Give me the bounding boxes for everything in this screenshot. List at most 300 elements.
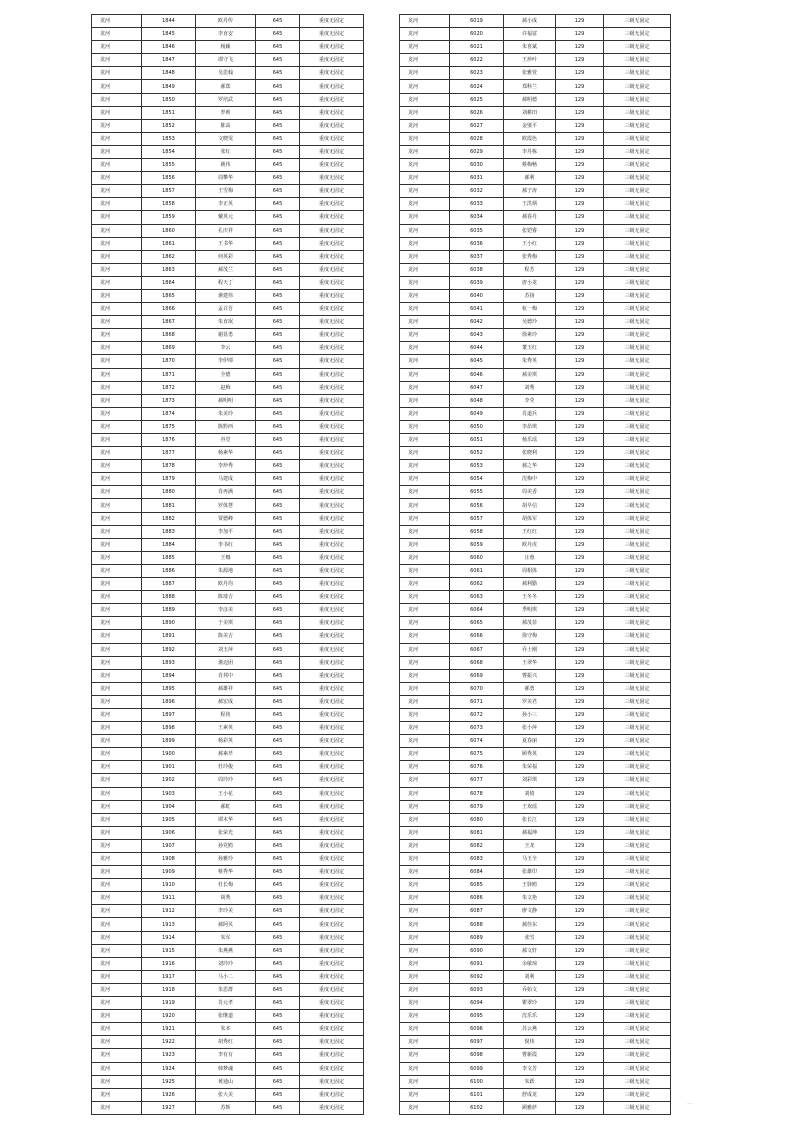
person-name-cell: 郑科兰 — [504, 80, 556, 93]
funds-amount-cell: 645 — [256, 342, 300, 355]
record-number-cell: 1864 — [142, 276, 196, 289]
town-cell: 龙河 — [92, 198, 142, 211]
town-cell: 龙河 — [400, 761, 450, 774]
table-row — [92, 145, 364, 158]
person-name-cell: 郝茂菲 — [504, 617, 556, 630]
town-cell: 龙河 — [92, 643, 142, 656]
disability-level-cell: 三级无固定 — [604, 329, 671, 342]
person-name-cell: 朱源地 — [196, 564, 256, 577]
record-number-cell: 1919 — [142, 997, 196, 1010]
town-cell: 龙河 — [92, 1036, 142, 1049]
funds-amount-cell: 129 — [556, 538, 604, 551]
town-cell: 龙河 — [400, 630, 450, 643]
person-name-cell: 董玉红 — [504, 342, 556, 355]
record-number-cell: 1857 — [142, 185, 196, 198]
person-name-cell: 杜长梅 — [196, 879, 256, 892]
person-name-cell: 顾雅萨 — [504, 1101, 556, 1114]
disability-level-cell: 三级无固定 — [604, 159, 671, 172]
record-number-cell: 6061 — [450, 564, 504, 577]
table-row — [400, 774, 671, 787]
town-cell: 龙河 — [92, 329, 142, 342]
record-number-cell: 6051 — [450, 434, 504, 447]
record-number-cell: 6028 — [450, 132, 504, 145]
table-row — [400, 15, 671, 28]
person-name-cell: 王小红 — [504, 237, 556, 250]
disability-level-cell: 三级无固定 — [604, 617, 671, 630]
record-number-cell: 6068 — [450, 656, 504, 669]
disability-level-cell: 三级无固定 — [604, 1036, 671, 1049]
disability-level-cell: 重度无固定 — [300, 695, 364, 708]
record-number-cell: 1900 — [142, 748, 196, 761]
town-cell: 龙河 — [400, 355, 450, 368]
town-cell: 龙河 — [92, 813, 142, 826]
disability-level-cell: 重度无固定 — [300, 826, 364, 839]
table-row — [400, 119, 671, 132]
table-row — [92, 93, 364, 106]
funds-amount-cell: 129 — [556, 983, 604, 996]
disability-level-cell: 三级无固定 — [604, 735, 671, 748]
town-cell: 龙河 — [92, 682, 142, 695]
person-name-cell: 陈琦吉 — [196, 591, 256, 604]
person-name-cell: 张红 — [196, 145, 256, 158]
disability-level-cell: 重度无固定 — [300, 198, 364, 211]
funds-amount-cell: 645 — [256, 787, 300, 800]
person-name-cell: 朱直珉 — [196, 316, 256, 329]
town-cell: 龙河 — [400, 145, 450, 158]
disability-level-cell: 三级无固定 — [604, 303, 671, 316]
person-name-cell: 李彦美 — [196, 604, 256, 617]
record-number-cell: 6025 — [450, 93, 504, 106]
record-number-cell: 6087 — [450, 905, 504, 918]
person-name-cell: 郝利勤 — [504, 578, 556, 591]
record-number-cell: 6038 — [450, 263, 504, 276]
table-row — [92, 617, 364, 630]
person-name-cell: 赵梅 — [196, 381, 256, 394]
table-row — [400, 512, 671, 525]
funds-amount-cell: 129 — [556, 813, 604, 826]
table-row — [92, 695, 364, 708]
table-row — [92, 931, 364, 944]
table-row — [400, 185, 671, 198]
person-name-cell: 孔庆祥 — [196, 224, 256, 237]
record-number-cell: 1854 — [142, 145, 196, 158]
town-cell: 龙河 — [92, 892, 142, 905]
person-name-cell: 张晓利 — [504, 447, 556, 460]
funds-amount-cell: 645 — [256, 434, 300, 447]
disability-level-cell: 三级无固定 — [604, 460, 671, 473]
disability-level-cell: 三级无固定 — [604, 263, 671, 276]
funds-amount-cell: 645 — [256, 578, 300, 591]
funds-amount-cell: 129 — [556, 420, 604, 433]
disability-level-cell: 三级无固定 — [604, 905, 671, 918]
table-row — [400, 54, 671, 67]
funds-amount-cell: 645 — [256, 800, 300, 813]
disability-level-cell: 重度无固定 — [300, 617, 364, 630]
table-row — [400, 525, 671, 538]
funds-amount-cell: 645 — [256, 879, 300, 892]
disability-level-cell: 三级无固定 — [604, 564, 671, 577]
table-row — [400, 853, 671, 866]
disability-level-cell: 重度无固定 — [300, 1075, 364, 1088]
table-row — [400, 839, 671, 852]
town-cell: 龙河 — [400, 1049, 450, 1062]
record-number-cell: 6085 — [450, 879, 504, 892]
table-row — [92, 892, 364, 905]
record-number-cell: 6098 — [450, 1049, 504, 1062]
person-name-cell: 王冬冬 — [504, 591, 556, 604]
disability-level-cell: 三级无固定 — [604, 1075, 671, 1088]
person-name-cell: 肖再满 — [196, 486, 256, 499]
table-row — [400, 145, 671, 158]
table-row — [92, 1036, 364, 1049]
disability-level-cell: 重度无固定 — [300, 172, 364, 185]
table-row — [92, 538, 364, 551]
person-name-cell: 王龙 — [504, 839, 556, 852]
table-row — [92, 1010, 364, 1023]
person-name-cell: 张雄印 — [504, 866, 556, 879]
table-row — [400, 1101, 671, 1114]
disability-level-cell: 三级无固定 — [604, 28, 671, 41]
disability-level-cell: 重度无固定 — [300, 237, 364, 250]
table-row — [92, 106, 364, 119]
town-cell: 龙河 — [92, 944, 142, 957]
town-cell: 龙河 — [400, 839, 450, 852]
funds-amount-cell: 645 — [256, 499, 300, 512]
person-name-cell: 周美香 — [504, 486, 556, 499]
funds-amount-cell: 645 — [256, 682, 300, 695]
funds-amount-cell: 645 — [256, 735, 300, 748]
record-number-cell: 1895 — [142, 682, 196, 695]
town-cell: 龙河 — [92, 839, 142, 852]
record-number-cell: 1891 — [142, 630, 196, 643]
town-cell: 龙河 — [400, 41, 450, 54]
record-number-cell: 6083 — [450, 853, 504, 866]
funds-amount-cell: 129 — [556, 67, 604, 80]
disability-level-cell: 重度无固定 — [300, 879, 364, 892]
person-name-cell: 肖元孝 — [196, 997, 256, 1010]
table-row — [92, 1101, 364, 1114]
table-row — [92, 276, 364, 289]
disability-level-cell: 三级无固定 — [604, 800, 671, 813]
person-name-cell: 肖邦中 — [196, 669, 256, 682]
funds-amount-cell: 645 — [256, 630, 300, 643]
record-number-cell: 1878 — [142, 460, 196, 473]
record-number-cell: 6069 — [450, 669, 504, 682]
funds-amount-cell: 645 — [256, 708, 300, 721]
disability-level-cell: 三级无固定 — [604, 591, 671, 604]
disability-level-cell: 三级无固定 — [604, 866, 671, 879]
disability-level-cell: 重度无固定 — [300, 983, 364, 996]
person-name-cell: 唐小龙 — [504, 276, 556, 289]
person-name-cell: 李文芳 — [504, 1062, 556, 1075]
town-cell: 龙河 — [92, 80, 142, 93]
town-cell: 龙河 — [400, 892, 450, 905]
person-name-cell: 乔始文 — [504, 983, 556, 996]
town-cell: 龙河 — [400, 1036, 450, 1049]
disability-level-cell: 重度无固定 — [300, 1023, 364, 1036]
disability-level-cell: 重度无固定 — [300, 447, 364, 460]
record-number-cell: 1865 — [142, 289, 196, 302]
person-name-cell: 孙小三 — [504, 708, 556, 721]
table-row — [92, 54, 364, 67]
table-row — [400, 957, 671, 970]
person-name-cell: 王欢瑶 — [504, 800, 556, 813]
record-number-cell: 6089 — [450, 931, 504, 944]
table-row — [400, 93, 671, 106]
disability-level-cell: 三级无固定 — [604, 695, 671, 708]
disability-level-cell: 三级无固定 — [604, 722, 671, 735]
disability-level-cell: 三级无固定 — [604, 669, 671, 682]
disability-level-cell: 三级无固定 — [604, 918, 671, 931]
record-number-cell: 1886 — [142, 564, 196, 577]
record-number-cell: 1904 — [142, 800, 196, 813]
record-number-cell: 1884 — [142, 538, 196, 551]
funds-amount-cell: 645 — [256, 289, 300, 302]
person-name-cell: 刘倚 — [504, 787, 556, 800]
funds-amount-cell: 129 — [556, 447, 604, 460]
town-cell: 龙河 — [400, 407, 450, 420]
disability-level-cell: 重度无固定 — [300, 394, 364, 407]
record-number-cell: 6063 — [450, 591, 504, 604]
record-number-cell: 6023 — [450, 67, 504, 80]
town-cell: 龙河 — [92, 1088, 142, 1101]
table-row — [400, 813, 671, 826]
town-cell: 龙河 — [92, 460, 142, 473]
table-row — [400, 67, 671, 80]
funds-amount-cell: 129 — [556, 1075, 604, 1088]
town-cell: 龙河 — [400, 970, 450, 983]
table-row — [92, 997, 364, 1010]
town-cell: 龙河 — [400, 159, 450, 172]
record-number-cell: 1879 — [142, 473, 196, 486]
table-row — [400, 931, 671, 944]
table-row — [400, 1010, 671, 1023]
town-cell: 龙河 — [92, 512, 142, 525]
disability-level-cell: 重度无固定 — [300, 15, 364, 28]
town-cell: 龙河 — [400, 289, 450, 302]
town-cell: 龙河 — [92, 774, 142, 787]
funds-amount-cell: 645 — [256, 237, 300, 250]
record-number-cell: 6041 — [450, 303, 504, 316]
disability-level-cell: 三级无固定 — [604, 997, 671, 1010]
person-name-cell: 黄通山 — [196, 1075, 256, 1088]
person-name-cell: 周相体 — [504, 564, 556, 577]
disability-level-cell: 三级无固定 — [604, 434, 671, 447]
record-number-cell: 6101 — [450, 1088, 504, 1101]
funds-amount-cell: 129 — [556, 224, 604, 237]
record-number-cell: 6033 — [450, 198, 504, 211]
disability-level-cell: 重度无固定 — [300, 1101, 364, 1114]
funds-amount-cell: 645 — [256, 394, 300, 407]
record-number-cell: 6060 — [450, 551, 504, 564]
table-row — [92, 381, 364, 394]
disability-level-cell: 三级无固定 — [604, 250, 671, 263]
funds-amount-cell: 129 — [556, 944, 604, 957]
person-name-cell: 李昂琪 — [504, 420, 556, 433]
person-name-cell: 刘秀 — [504, 381, 556, 394]
town-cell: 龙河 — [400, 944, 450, 957]
disability-level-cell: 三级无固定 — [604, 643, 671, 656]
town-cell: 龙河 — [92, 41, 142, 54]
record-number-cell: 1862 — [142, 250, 196, 263]
person-name-cell: 朱本 — [196, 1023, 256, 1036]
person-name-cell: 沈乐乐 — [504, 1010, 556, 1023]
town-cell: 龙河 — [92, 578, 142, 591]
record-number-cell: 6102 — [450, 1101, 504, 1114]
funds-amount-cell: 645 — [256, 1023, 300, 1036]
disability-level-cell: 重度无固定 — [300, 944, 364, 957]
person-name-cell: 马玉全 — [504, 853, 556, 866]
funds-amount-cell: 129 — [556, 774, 604, 787]
person-name-cell: 程天丁 — [196, 276, 256, 289]
record-number-cell: 1853 — [142, 132, 196, 145]
table-row — [400, 1062, 671, 1075]
town-cell: 龙河 — [400, 329, 450, 342]
funds-amount-cell: 129 — [556, 892, 604, 905]
funds-amount-cell: 645 — [256, 486, 300, 499]
funds-amount-cell: 645 — [256, 839, 300, 852]
town-cell: 龙河 — [400, 722, 450, 735]
person-name-cell: 刘彩琪 — [504, 774, 556, 787]
funds-amount-cell: 129 — [556, 866, 604, 879]
disability-level-cell: 重度无固定 — [300, 316, 364, 329]
town-cell: 龙河 — [400, 853, 450, 866]
funds-amount-cell: 129 — [556, 15, 604, 28]
table-row — [92, 224, 364, 237]
disability-level-cell: 重度无固定 — [300, 708, 364, 721]
table-row — [400, 316, 671, 329]
table-row — [400, 1023, 671, 1036]
disability-level-cell: 重度无固定 — [300, 54, 364, 67]
funds-amount-cell: 645 — [256, 447, 300, 460]
record-number-cell: 1863 — [142, 263, 196, 276]
town-cell: 龙河 — [92, 617, 142, 630]
town-cell: 龙河 — [92, 119, 142, 132]
record-number-cell: 1922 — [142, 1036, 196, 1049]
town-cell: 龙河 — [92, 355, 142, 368]
town-cell: 龙河 — [92, 394, 142, 407]
person-name-cell: 朱军 — [196, 931, 256, 944]
town-cell: 龙河 — [400, 394, 450, 407]
disability-level-cell: 三级无固定 — [604, 970, 671, 983]
person-name-cell: 欧霞色 — [504, 132, 556, 145]
record-number-cell: 6095 — [450, 1010, 504, 1023]
table-row — [400, 591, 671, 604]
funds-amount-cell: 645 — [256, 329, 300, 342]
record-number-cell: 1872 — [142, 381, 196, 394]
record-number-cell: 1852 — [142, 119, 196, 132]
funds-amount-cell: 129 — [556, 394, 604, 407]
disability-level-cell: 三级无固定 — [604, 132, 671, 145]
person-name-cell: 郝明明 — [196, 394, 256, 407]
funds-amount-cell: 645 — [256, 473, 300, 486]
person-name-cell: 张雪 — [504, 931, 556, 944]
table-row — [400, 735, 671, 748]
disability-level-cell: 三级无固定 — [604, 342, 671, 355]
disability-level-cell: 三级无固定 — [604, 578, 671, 591]
town-cell: 龙河 — [400, 486, 450, 499]
disability-level-cell: 重度无固定 — [300, 853, 364, 866]
town-cell: 龙河 — [92, 1049, 142, 1062]
person-name-cell: 孙党鸥 — [196, 839, 256, 852]
table-row — [400, 368, 671, 381]
record-number-cell: 6019 — [450, 15, 504, 28]
town-cell: 龙河 — [400, 368, 450, 381]
funds-amount-cell: 129 — [556, 957, 604, 970]
person-name-cell: 欧丹虎 — [504, 538, 556, 551]
table-row — [400, 761, 671, 774]
record-number-cell: 1887 — [142, 578, 196, 591]
person-name-cell: 罗培武 — [196, 93, 256, 106]
record-number-cell: 1858 — [142, 198, 196, 211]
funds-amount-cell: 129 — [556, 1036, 604, 1049]
funds-amount-cell: 645 — [256, 263, 300, 276]
disability-level-cell: 三级无固定 — [604, 1023, 671, 1036]
person-name-cell: 郝美琪 — [504, 368, 556, 381]
person-name-cell: 程芳 — [504, 263, 556, 276]
record-number-cell: 1899 — [142, 735, 196, 748]
funds-amount-cell: 645 — [256, 1062, 300, 1075]
disability-level-cell: 重度无固定 — [300, 866, 364, 879]
town-cell: 龙河 — [92, 853, 142, 866]
town-cell: 龙河 — [92, 800, 142, 813]
funds-amount-cell: 129 — [556, 1062, 604, 1075]
disability-level-cell: 重度无固定 — [300, 250, 364, 263]
table-row — [92, 316, 364, 329]
person-name-cell: 郝明德 — [504, 93, 556, 106]
disability-level-cell: 重度无固定 — [300, 630, 364, 643]
record-number-cell: 1924 — [142, 1062, 196, 1075]
disability-level-cell: 三级无固定 — [604, 1049, 671, 1062]
table-row — [92, 329, 364, 342]
disability-level-cell: 重度无固定 — [300, 512, 364, 525]
town-cell: 龙河 — [400, 591, 450, 604]
town-cell: 龙河 — [92, 1023, 142, 1036]
person-name-cell: 谭木华 — [196, 813, 256, 826]
record-number-cell: 6055 — [450, 486, 504, 499]
funds-amount-cell: 645 — [256, 853, 300, 866]
town-cell: 龙河 — [400, 303, 450, 316]
person-name-cell: 谷堂 — [196, 434, 256, 447]
town-cell: 龙河 — [92, 499, 142, 512]
table-row — [92, 957, 364, 970]
record-number-cell: 6062 — [450, 578, 504, 591]
town-cell: 龙河 — [92, 263, 142, 276]
disability-level-cell: 重度无固定 — [300, 813, 364, 826]
person-name-cell: 郝春丹 — [504, 211, 556, 224]
record-number-cell: 6070 — [450, 682, 504, 695]
table-row — [400, 722, 671, 735]
funds-amount-cell: 129 — [556, 525, 604, 538]
funds-amount-cell: 129 — [556, 970, 604, 983]
disability-level-cell: 三级无固定 — [604, 15, 671, 28]
record-number-cell: 1881 — [142, 499, 196, 512]
disability-level-cell: 三级无固定 — [604, 224, 671, 237]
table-row — [92, 198, 364, 211]
record-number-cell: 6057 — [450, 512, 504, 525]
record-number-cell: 1917 — [142, 970, 196, 983]
record-number-cell: 6054 — [450, 473, 504, 486]
person-name-cell: 吴思翰 — [196, 67, 256, 80]
town-cell: 龙河 — [400, 682, 450, 695]
disability-level-cell: 三级无固定 — [604, 420, 671, 433]
record-number-cell: 6082 — [450, 839, 504, 852]
town-cell: 龙河 — [92, 93, 142, 106]
disability-level-cell: 三级无固定 — [604, 41, 671, 54]
funds-amount-cell: 129 — [556, 145, 604, 158]
disability-level-cell: 重度无固定 — [300, 957, 364, 970]
person-name-cell: 李云 — [196, 342, 256, 355]
